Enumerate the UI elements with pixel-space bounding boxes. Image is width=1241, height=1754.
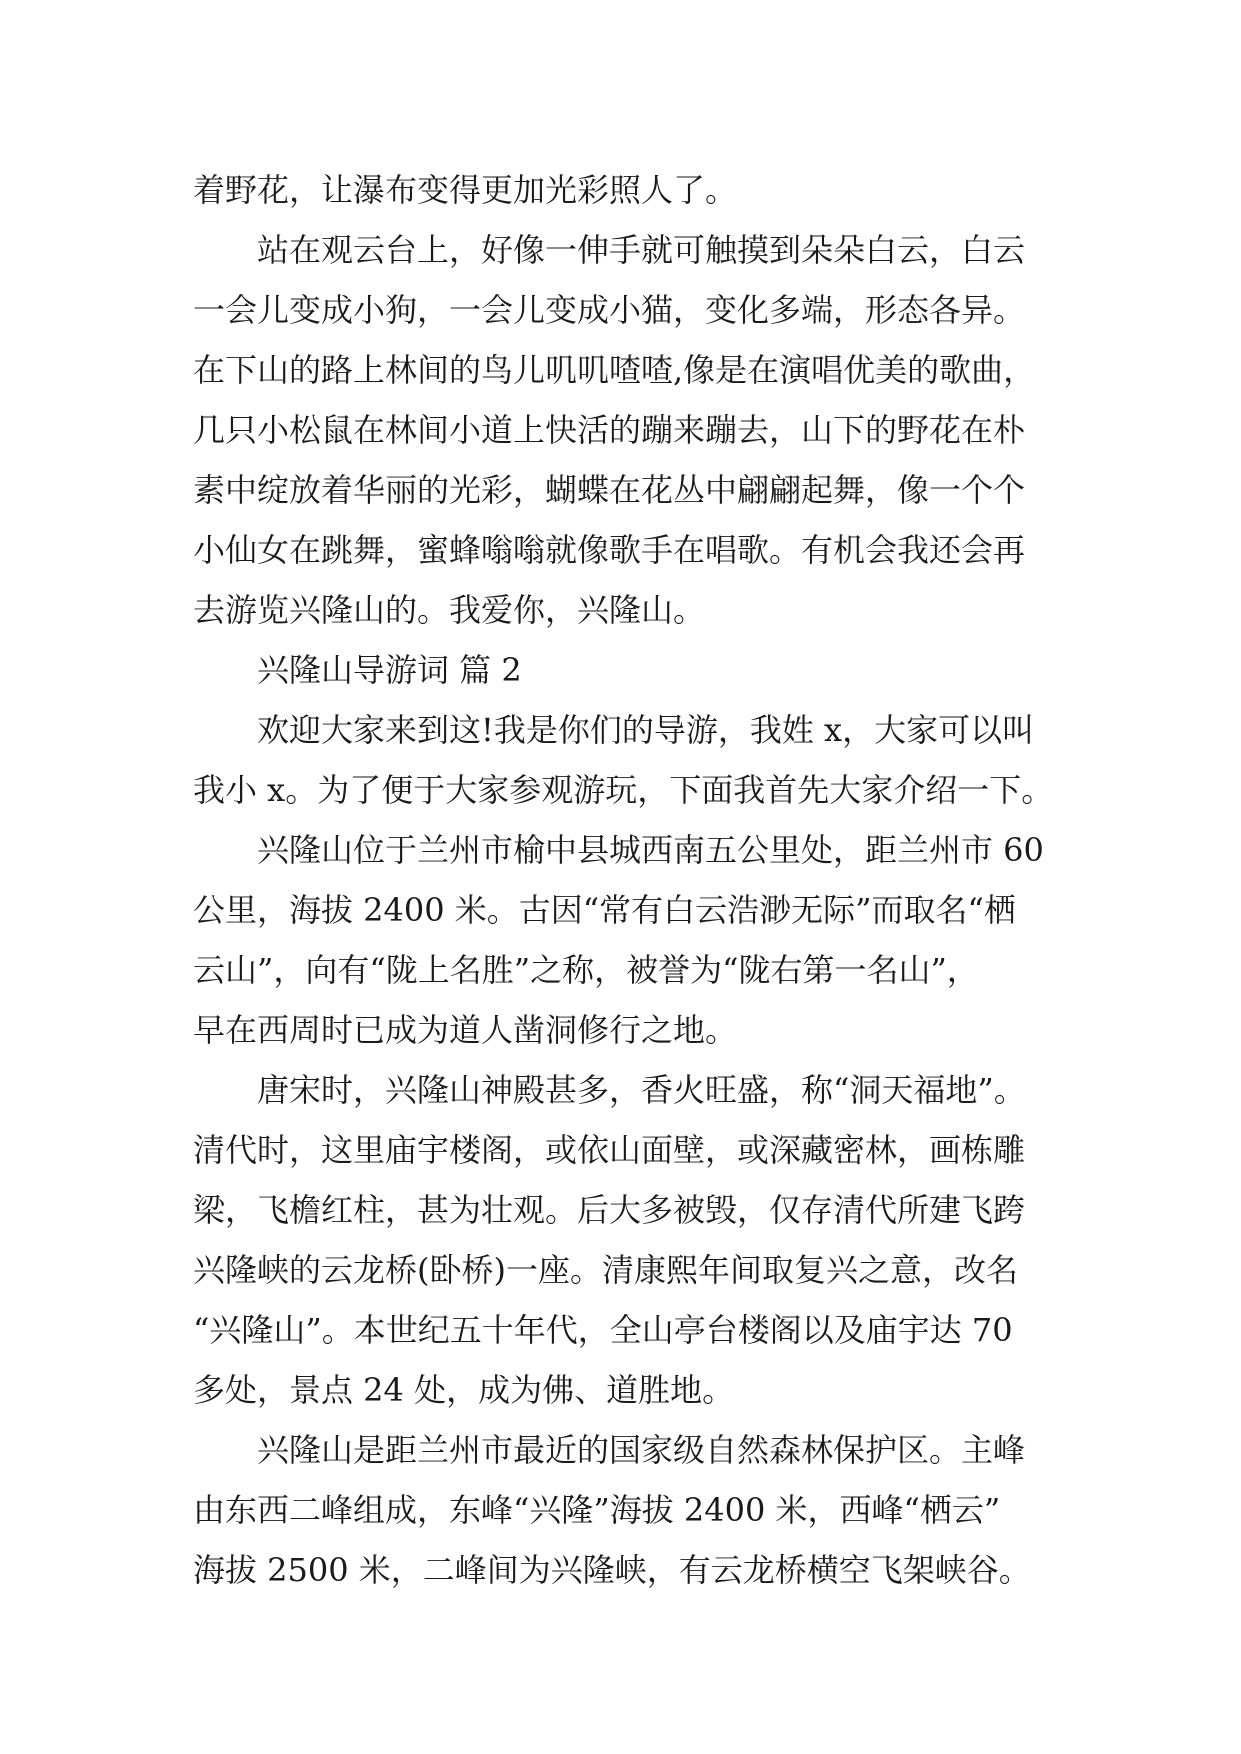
text-line: 我小 x。为了便于大家参观游玩，下面我首先大家介绍一下。 xyxy=(193,771,1054,809)
text-line: 兴隆山位于兰州市榆中县城西南五公里处，距兰州市 60 xyxy=(257,831,1044,869)
text-line: 兴隆峡的云龙桥(卧桥)一座。清康熙年间取复兴之意，改名 xyxy=(193,1251,1018,1289)
text-line: 在下山的路上林间的鸟儿叽叽喳喳,像是在演唱优美的歌曲， xyxy=(193,351,1036,389)
text-line: 梁，飞檐红柱，甚为壮观。后大多被毁，仅存清代所建飞跨 xyxy=(193,1191,1026,1229)
section-heading: 兴隆山导游词 篇 2 xyxy=(257,651,522,689)
text-line: 着野花，让瀑布变得更加光彩照人了。 xyxy=(193,171,738,209)
text-line: 站在观云台上，好像一伸手就可触摸到朵朵白云，白云 xyxy=(257,231,1026,269)
text-line: 清代时，这里庙宇楼阁，或依山面壁，或深藏密林，画栋雕 xyxy=(193,1131,1026,1169)
text-line: 几只小松鼠在林间小道上快活的蹦来蹦去，山下的野花在朴 xyxy=(193,411,1026,449)
text-line: 一会儿变成小狗，一会儿变成小猫，变化多端，形态各异。 xyxy=(193,291,1026,329)
text-line: 唐宋时，兴隆山神殿甚多，香火旺盛，称“洞天福地”。 xyxy=(257,1071,1026,1109)
text-line: “兴隆山”。本世纪五十年代，全山亭台楼阁以及庙宇达 70 xyxy=(193,1311,1013,1349)
text-line: 去游览兴隆山的。我爱你，兴隆山。 xyxy=(193,591,706,629)
text-line: 海拔 2500 米，二峰间为兴隆峡，有云龙桥横空飞架峡谷。 xyxy=(193,1551,1031,1589)
text-line: 云山”，向有“陇上名胜”之称，被誉为“陇右第一名山”， xyxy=(193,951,979,989)
text-line: 素中绽放着华丽的光彩，蝴蝶在花丛中翩翩起舞，像一个个 xyxy=(193,471,1026,509)
text-line: 小仙女在跳舞，蜜蜂嗡嗡就像歌手在唱歌。有机会我还会再 xyxy=(193,531,1026,569)
text-line: 公里，海拔 2400 米。古因“常有白云浩渺无际”而取名“栖 xyxy=(193,891,1016,929)
text-line: 由东西二峰组成，东峰“兴隆”海拔 2400 米，西峰“栖云” xyxy=(193,1491,1001,1529)
document-body xyxy=(193,160,1073,1600)
text-line: 兴隆山是距兰州市最近的国家级自然森林保护区。主峰 xyxy=(257,1431,1026,1469)
text-line: 多处，景点 24 处，成为佛、道胜地。 xyxy=(193,1371,735,1409)
text-line: 早在西周时已成为道人凿洞修行之地。 xyxy=(193,1011,738,1049)
text-line: 欢迎大家来到这!我是你们的导游，我姓 x，大家可以叫 xyxy=(257,711,1035,749)
